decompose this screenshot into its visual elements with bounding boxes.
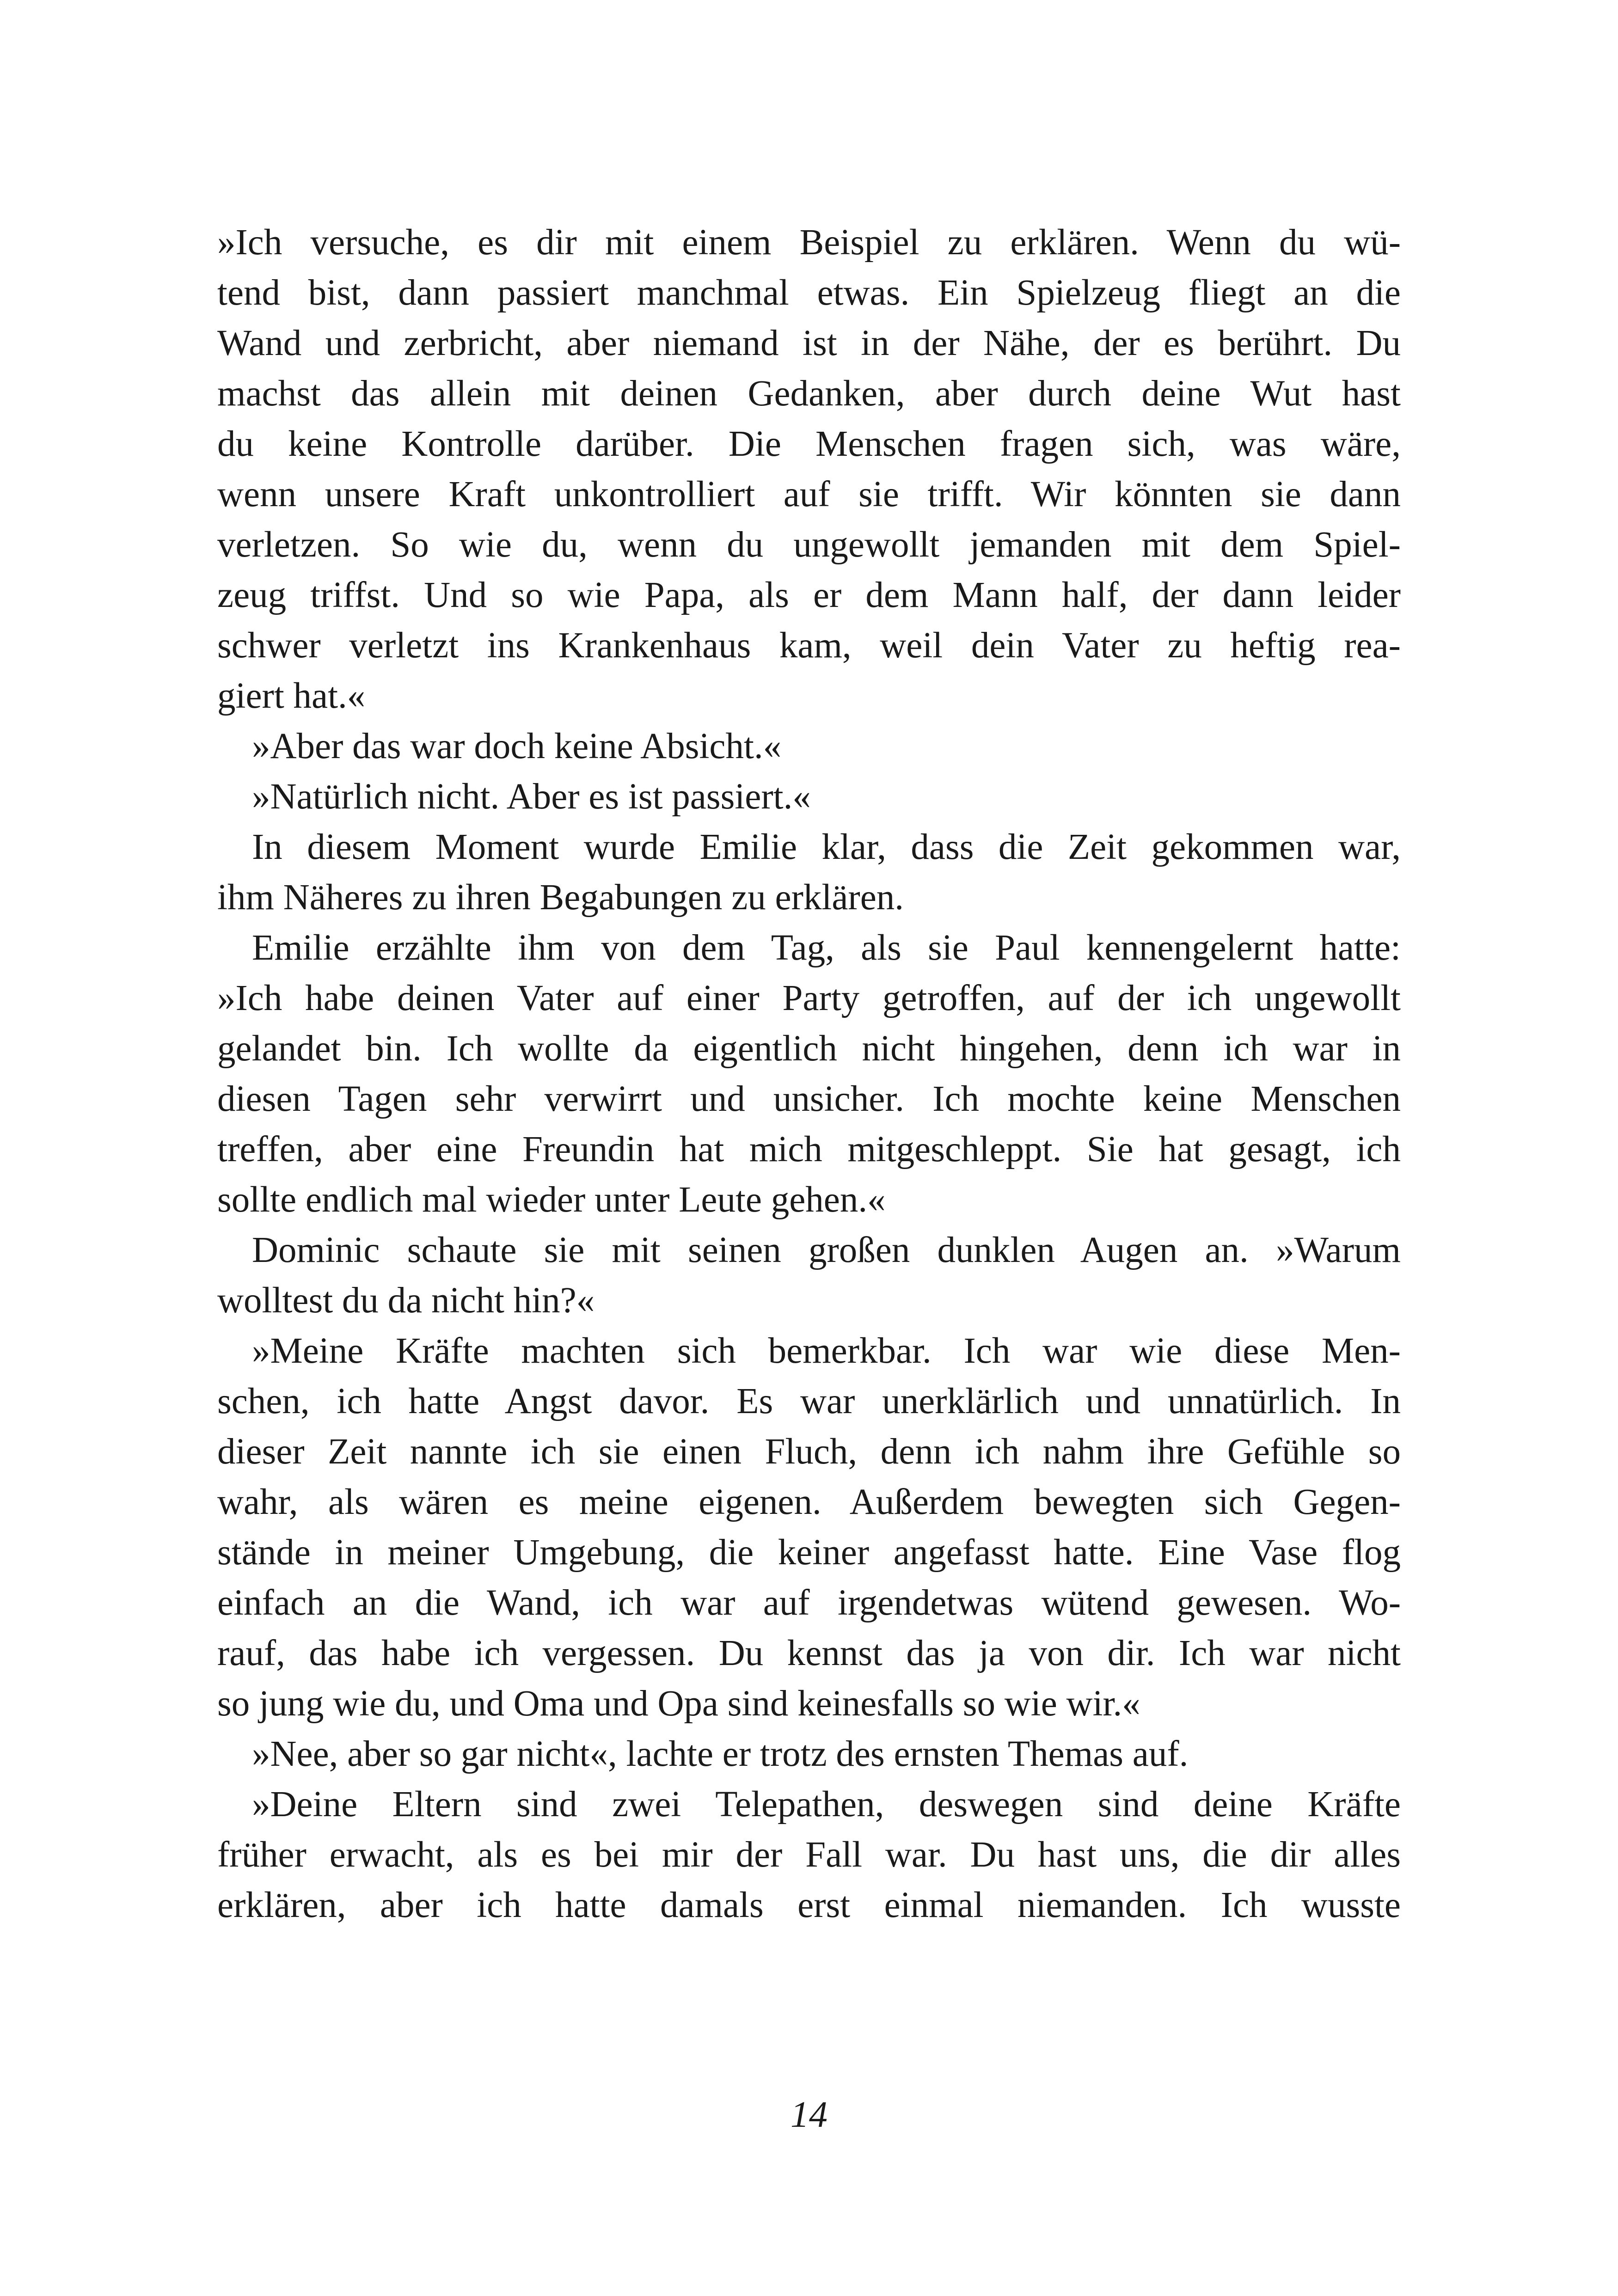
text-line: In diesem Moment wurde Emilie klar, dass die Zeit gekommen war,	[252, 827, 1401, 867]
body-text	[217, 217, 1401, 1930]
text-line: gelandet bin. Ich wollte da eigentlich nicht hingehen, denn ich war in	[217, 1029, 1401, 1069]
text-line: treffen, aber eine Freundin hat mich mitgeschleppt. Sie hat gesagt, ich	[217, 1129, 1401, 1169]
text-line: rauf, das habe ich vergessen. Du kennst das ja von dir. Ich war nicht	[217, 1633, 1401, 1673]
text-line: erklären, aber ich hatte damals erst einmal niemanden. Ich wusste	[217, 1885, 1401, 1925]
text-line: schwer verletzt ins Krankenhaus kam, weil dein Vater zu heftig rea-	[217, 625, 1401, 666]
text-line: früher erwacht, als es bei mir der Fall war. Du hast uns, die dir alles	[217, 1835, 1401, 1875]
text-line: einfach an die Wand, ich war auf irgendetwas wütend gewesen. Wo-	[217, 1583, 1401, 1623]
text-line: »Meine Kräfte machten sich bemerkbar. Ich war wie diese Men-	[252, 1331, 1401, 1371]
text-line: so jung wie du, und Oma und Opa sind keinesfalls so wie wir.«	[217, 1684, 1140, 1724]
text-line: »Ich habe deinen Vater auf einer Party getroffen, auf der ich ungewollt	[217, 978, 1401, 1018]
text-line: wenn unsere Kraft unkontrolliert auf sie trifft. Wir könnten sie dann	[217, 474, 1401, 514]
text-line: wahr, als wären es meine eigenen. Außerdem bewegten sich Gegen-	[217, 1482, 1401, 1522]
text-line: »Aber das war doch keine Absicht.«	[252, 726, 782, 766]
text-line: du keine Kontrolle darüber. Die Menschen fragen sich, was wäre,	[217, 424, 1401, 464]
text-line: dieser Zeit nannte ich sie einen Fluch, denn ich nahm ihre Gefühle so	[217, 1432, 1401, 1472]
text-line: wolltest du da nicht hin?«	[217, 1280, 595, 1321]
page-number: 14	[791, 2094, 827, 2135]
text-line: Wand und zerbricht, aber niemand ist in der Nähe, der es berührt. Du	[217, 323, 1401, 363]
text-line: giert hat.«	[217, 676, 366, 716]
text-line: Emilie erzählte ihm von dem Tag, als sie Paul kennengelernt hatte:	[252, 928, 1401, 968]
text-line: ihm Näheres zu ihren Begabungen zu erklären.	[217, 877, 904, 918]
text-line: »Deine Eltern sind zwei Telepathen, deswegen sind deine Kräfte	[252, 1784, 1401, 1825]
text-line: tend bist, dann passiert manchmal etwas. Ein Spielzeug fliegt an die	[217, 273, 1401, 313]
text-line: »Ich versuche, es dir mit einem Beispiel zu erklären. Wenn du wü-	[217, 222, 1401, 263]
text-line: »Natürlich nicht. Aber es ist passiert.«	[252, 777, 811, 817]
text-line: »Nee, aber so gar nicht«, lachte er trotz des ernsten Themas auf.	[252, 1734, 1189, 1774]
text-line: schen, ich hatte Angst davor. Es war unerklärlich und unnatürlich. In	[217, 1381, 1401, 1421]
text-line: diesen Tagen sehr verwirrt und unsicher. Ich mochte keine Menschen	[217, 1079, 1401, 1119]
text-line: machst das allein mit deinen Gedanken, aber durch deine Wut hast	[217, 373, 1401, 414]
text-line: verletzen. So wie du, wenn du ungewollt jemanden mit dem Spiel-	[217, 525, 1401, 565]
text-line: sollte endlich mal wieder unter Leute gehen.«	[217, 1180, 886, 1220]
text-line: zeug triffst. Und so wie Papa, als er dem Mann half, der dann leider	[217, 575, 1401, 615]
text-line: stände in meiner Umgebung, die keiner angefasst hatte. Eine Vase flog	[217, 1532, 1401, 1573]
text-line: Dominic schaute sie mit seinen großen dunklen Augen an. »Warum	[252, 1230, 1401, 1270]
